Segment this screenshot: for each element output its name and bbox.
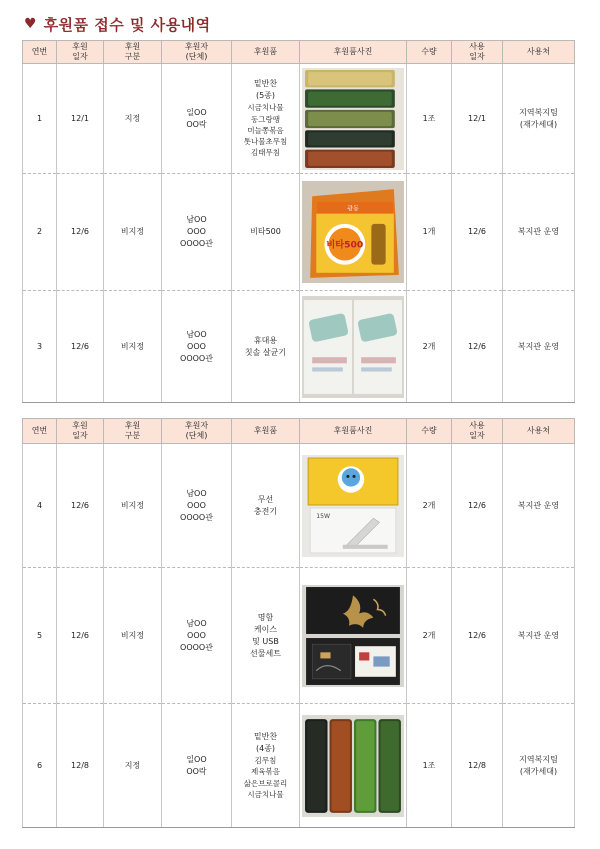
cell-use-place: 지역복지팀 (재가세대) <box>503 704 575 828</box>
cell-type: 비지정 <box>104 291 162 403</box>
cell-date: 12/6 <box>57 291 104 403</box>
header-photo: 후원품사진 <box>300 419 407 444</box>
cell-photo <box>300 174 407 291</box>
header-date: 후원 일자 <box>57 41 104 64</box>
cell-item: 비타500 <box>232 174 300 291</box>
header-photo: 후원품사진 <box>300 41 407 64</box>
cell-qty: 1조 <box>407 64 452 174</box>
header-donor: 후원자 (단체) <box>162 419 232 444</box>
header-item: 후원품 <box>232 41 300 64</box>
cell-photo <box>300 568 407 704</box>
wireless-charger-photo <box>302 455 404 557</box>
cell-use-date: 12/6 <box>452 444 503 568</box>
header-item: 후원품 <box>232 419 300 444</box>
card-case-usb-set-photo <box>302 585 404 687</box>
cell-date: 12/6 <box>57 568 104 704</box>
cell-item: 휴대용 칫솔 살균기 <box>232 291 300 403</box>
table-row <box>23 568 575 704</box>
cell-no: 6 <box>23 704 57 828</box>
cell-no: 3 <box>23 291 57 403</box>
cell-item: 밑반찬 (4종) 김무침 제육볶음 삶은브로콜리 시금치나물 <box>232 704 300 828</box>
header-type: 후원 구분 <box>104 41 162 64</box>
cell-qty: 2개 <box>407 291 452 403</box>
cell-photo <box>300 64 407 174</box>
table-row <box>23 704 575 828</box>
cell-donor: 일OO OO락 <box>162 64 232 174</box>
page-title <box>24 13 211 35</box>
table-header-row <box>23 419 575 444</box>
header-type: 후원 구분 <box>104 419 162 444</box>
cell-use-date: 12/6 <box>452 568 503 704</box>
header-qty: 수량 <box>407 41 452 64</box>
cell-type: 지정 <box>104 704 162 828</box>
header-use-date: 사용 일자 <box>452 419 503 444</box>
cell-use-date: 12/6 <box>452 174 503 291</box>
cell-donor: 남OO OOO OOOO관 <box>162 444 232 568</box>
cell-date: 12/8 <box>57 704 104 828</box>
header-no: 연번 <box>23 419 57 444</box>
header-no: 연번 <box>23 41 57 64</box>
cell-qty: 2개 <box>407 568 452 704</box>
cell-no: 1 <box>23 64 57 174</box>
cell-donor: 일OO OO락 <box>162 704 232 828</box>
cell-type: 지정 <box>104 64 162 174</box>
cell-item: 무선 충전기 <box>232 444 300 568</box>
cell-item: 명함 케이스 및 USB 선물세트 <box>232 568 300 704</box>
heart-icon: ♥ <box>24 16 37 32</box>
cell-item: 밑반찬 (5종) 시금치나물 동그랑땡 미늘쫑볶음 톳나물초무침 김태무침 <box>232 64 300 174</box>
cell-photo <box>300 444 407 568</box>
cell-photo <box>300 704 407 828</box>
cell-use-place: 지역복지팀 (재가세대) <box>503 64 575 174</box>
table-row <box>23 64 575 174</box>
cell-qty: 2개 <box>407 444 452 568</box>
cell-type: 비지정 <box>104 444 162 568</box>
cell-date: 12/6 <box>57 444 104 568</box>
cell-use-date: 12/1 <box>452 64 503 174</box>
donation-table-2 <box>22 418 575 828</box>
cell-use-place: 복지관 운영 <box>503 174 575 291</box>
cell-date: 12/1 <box>57 64 104 174</box>
cell-donor: 남OO OOO OOOO관 <box>162 568 232 704</box>
cell-donor: 남OO OOO OOOO관 <box>162 174 232 291</box>
side-dish-photo <box>302 68 404 170</box>
cell-no: 5 <box>23 568 57 704</box>
side-dish-4-photo <box>302 715 404 817</box>
cell-type: 비지정 <box>104 568 162 704</box>
cell-use-place: 복지관 운영 <box>503 568 575 704</box>
cell-use-date: 12/8 <box>452 704 503 828</box>
cell-donor: 남OO OOO OOOO관 <box>162 291 232 403</box>
charger-wattage-text: 15W <box>316 512 331 520</box>
brand-text: 광동 <box>347 205 359 213</box>
cell-use-date: 12/6 <box>452 291 503 403</box>
vita500-box-photo <box>302 181 404 283</box>
cell-qty: 1개 <box>407 174 452 291</box>
cell-type: 비지정 <box>104 174 162 291</box>
header-qty: 수량 <box>407 419 452 444</box>
donation-table-1 <box>22 40 575 403</box>
vita500-text: 비타500 <box>326 239 364 251</box>
header-date: 후원 일자 <box>57 419 104 444</box>
cell-no: 2 <box>23 174 57 291</box>
header-use-date: 사용 일자 <box>452 41 503 64</box>
toothbrush-sterilizer-photo <box>302 296 404 398</box>
cell-use-place: 복지관 운영 <box>503 291 575 403</box>
table-row <box>23 174 575 291</box>
table-row <box>23 444 575 568</box>
header-donor: 후원자 (단체) <box>162 41 232 64</box>
table-row <box>23 291 575 403</box>
page-title-text: 후원품 접수 및 사용내역 <box>43 15 211 34</box>
cell-qty: 1조 <box>407 704 452 828</box>
cell-photo <box>300 291 407 403</box>
cell-use-place: 복지관 운영 <box>503 444 575 568</box>
header-use-place: 사용처 <box>503 419 575 444</box>
header-use-place: 사용처 <box>503 41 575 64</box>
cell-date: 12/6 <box>57 174 104 291</box>
cell-no: 4 <box>23 444 57 568</box>
table-header-row <box>23 41 575 64</box>
